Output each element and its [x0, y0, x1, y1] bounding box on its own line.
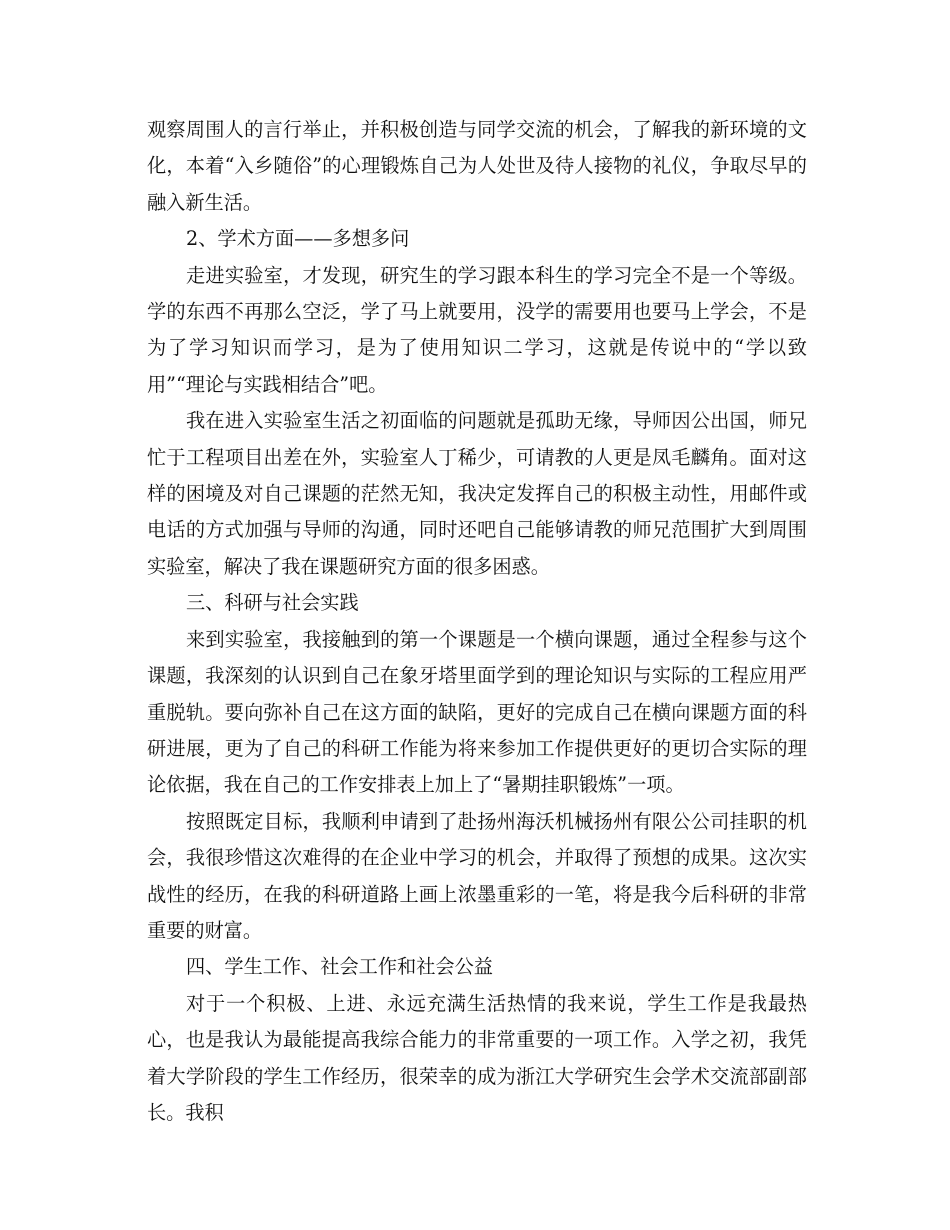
paragraph-first-project: 来到实验室，我接触到的第一个课题是一个横向课题，通过全程参与这个课题，我深刻的认识到自己在象牙塔里面学到的理论知识与实际的工程应用严重脱轨。要向弥补自己在这方面的缺陷，更好的完成自己在横向课题方面的科研进展，更为了自己的科研工作能为将来参加工作提供更好的更切合实际的理论依据，我在自己的工作安排表上加上了“暑期挂职锻炼”一项。: [147, 627, 807, 797]
document-body: [147, 112, 807, 1131]
section-heading-academic: 2、学术方面——多想多问: [186, 227, 410, 251]
paragraph-continuation: 观察周围人的言行举止，并积极创造与同学交流的机会，了解我的新环境的文化，本着“入乡随俗”的心理锻炼自己为人处世及待人接物的礼仪，争取尽早的融入新生活。: [147, 118, 807, 214]
paragraph-student-union: 对于一个积极、上进、永远充满生活热情的我来说，学生工作是我最热心，也是我认为最能提高我综合能力的非常重要的一项工作。入学之初，我凭着大学阶段的学生工作经历，很荣幸的成为浙江大学研究生会学术交流部副部长。我积: [147, 991, 807, 1124]
paragraph-lab-study: 走进实验室，才发现，研究生的学习跟本科生的学习完全不是一个等级。学的东西不再那么空泛，学了马上就要用，没学的需要用也要马上学会，不是为了学习知识而学习，是为了使用知识二学习，这就是传说中的“学以致用”“理论与实践相结合”吧。: [147, 263, 807, 396]
section-heading-student-work: 四、学生工作、社会工作和社会公益: [186, 955, 493, 979]
paragraph-lab-difficulties: 我在进入实验室生活之初面临的问题就是孤助无缘，导师因公出国，师兄忙于工程项目出差在外，实验室人丁稀少，可请教的人更是凤毛麟角。面对这样的困境及对自己课题的茫然无知，我决定发挥自己的积极主动性，用邮件或电话的方式加强与导师的沟通，同时还吧自己能够请教的师兄范围扩大到周围实验室，解决了我在课题研究方面的很多困惑。: [147, 409, 807, 578]
paragraph-internship: 按照既定目标，我顺利申请到了赴扬州海沃机械扬州有限公公司挂职的机会，我很珍惜这次难得的在企业中学习的机会，并取得了预想的成果。这次实战性的经历，在我的科研道路上画上浓墨重彩的一笔，将是我今后科研的非常重要的财富。: [147, 809, 807, 942]
section-heading-research: 三、科研与社会实践: [186, 591, 359, 615]
